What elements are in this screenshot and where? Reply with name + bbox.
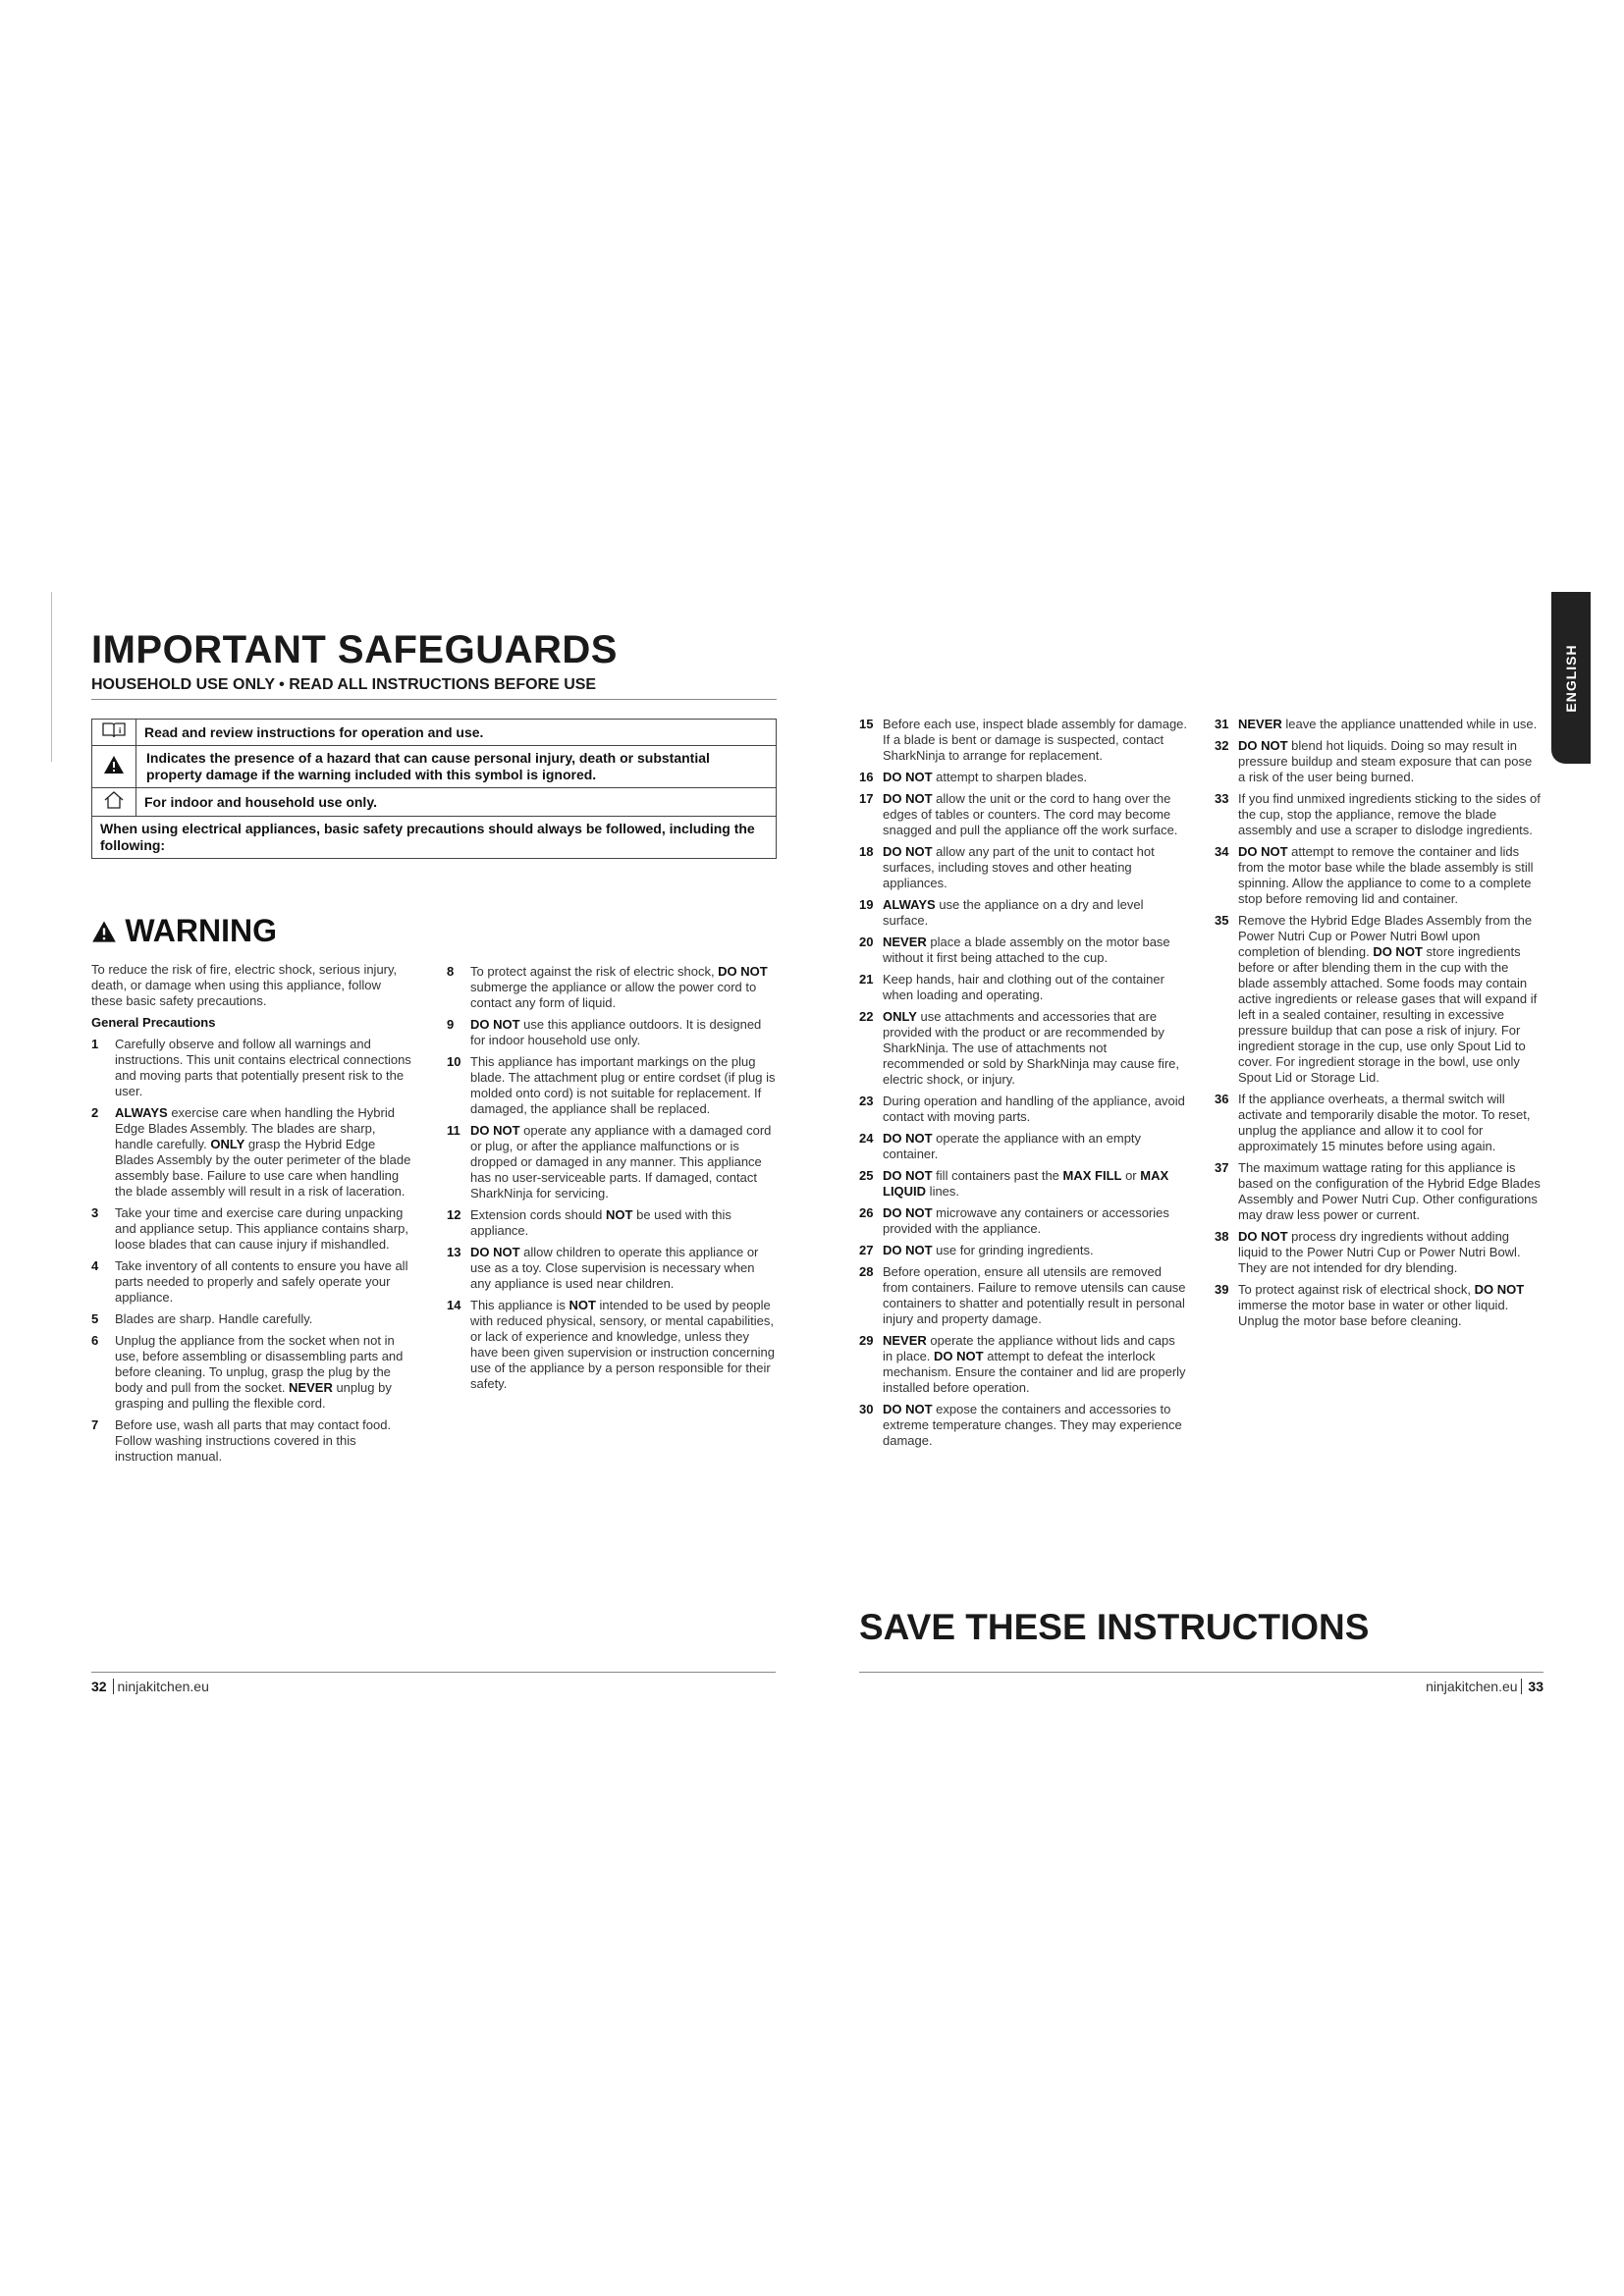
svg-text:i: i — [119, 726, 122, 735]
list-item: 2 ALWAYS exercise care when handling the Hybrid Edge Blades Assembly. The blades are sharp, handle carefully. ONLY grasp the Hybrid Edge Blades Assembly by the outer perimeter of the blade assembly base. Failure to use care when handling the blade assembly will result in a risk of laceration. — [91, 1105, 411, 1199]
list-item: 3 Take your time and exercise care during unpacking and appliance setup. This appliance contains sharp, loose blades that can cause injury if mishandled. — [91, 1205, 408, 1252]
list-item: 37 The maximum wattage rating for this appliance is based on the configuration of the Hybrid Edge Blades Assembly and Power Nutri Cup. Other configurations may draw less power or current. — [1215, 1160, 1541, 1222]
list-item: 22 ONLY use attachments and accessories that are provided with the product or are recommended by SharkNinja. The use of attachments not recommended or sold by SharkNinja may cause fire, electric shock, or injury. — [859, 1009, 1180, 1087]
column-2 — [447, 964, 776, 1398]
list-item: 25 DO NOT fill containers past the MAX FILL or MAX LIQUID lines. — [859, 1168, 1169, 1199]
symbol-text: Indicates the presence of a hazard that can cause personal injury, death or substantial property damage if the warning included with this symbol is ignored. — [136, 746, 777, 788]
list-item: 19 ALWAYS use the appliance on a dry and level surface. — [859, 897, 1144, 928]
footer-divider — [113, 1679, 114, 1694]
list-item: 29 NEVER operate the appliance without lids and caps in place. DO NOT attempt to defeat the interlock mechanism. Ensure the container and lid are properly installed before operation. — [859, 1333, 1186, 1395]
list-item: 35 Remove the Hybrid Edge Blades Assembly from the Power Nutri Cup or Power Nutri Bowl upon completion of blending. DO NOT store ingredients before or after blending them in the cup with the blade assembly attached. Some foods may contain active ingredients or release gases that will expand if left in a sealed container, resulting in excessive pressure buildup that can pose a risk of injury. For ingredient storage in the cup, use only Spout Lid to cover. For ingredient storage in the bowl, use only Spout Lid or Storage Lid. — [1215, 913, 1538, 1085]
footer-rule-left — [91, 1672, 776, 1673]
list-item: 5 Blades are sharp. Handle carefully. — [91, 1311, 313, 1326]
general-precautions-heading: General Precautions — [91, 1015, 216, 1030]
footer-divider — [1521, 1679, 1522, 1694]
list-item: 26 DO NOT microwave any containers or accessories provided with the appliance. — [859, 1205, 1169, 1236]
symbol-row — [92, 720, 777, 746]
column-3 — [859, 717, 1188, 1455]
column-1 — [91, 962, 415, 1470]
column-4 — [1215, 717, 1542, 1335]
list-item: 33 If you find unmixed ingredients sticking to the sides of the cup, stop the appliance, remove the blade assembly and use a scraper to dislodge ingredients. — [1215, 791, 1541, 837]
list-item: 15 Before each use, inspect blade assembly for damage. If a blade is bent or damage is suspected, contact SharkNinja to arrange for replacement. — [859, 717, 1188, 763]
list-item: 27 DO NOT use for grinding ingredients. — [859, 1243, 1094, 1257]
list-item: 39 To protect against risk of electrical shock, DO NOT immerse the motor base in water or other liquid. Unplug the motor base before cleaning. — [1215, 1282, 1525, 1328]
save-instructions-heading: SAVE THESE INSTRUCTIONS — [859, 1607, 1370, 1647]
list-item: 34 DO NOT attempt to remove the container and lids from the motor base while the blade assembly is still spinning. Allow the appliance to come to a complete stop before removing lid and container. — [1215, 844, 1534, 906]
warning-intro: To reduce the risk of fire, electric shock, serious injury, death, or damage when using this appliance, follow these basic safety precautions. — [91, 962, 398, 1008]
list-item: 18 DO NOT allow any part of the unit to contact hot surfaces, including stoves and other heating appliances. — [859, 844, 1155, 890]
list-item: 13 DO NOT allow children to operate this appliance or use as a toy. Close supervision is necessary when any appliance is used near children. — [447, 1245, 759, 1291]
symbol-text: For indoor and household use only. — [136, 788, 777, 817]
list-item: 31 NEVER leave the appliance unattended while in use. — [1215, 717, 1538, 731]
list-item: 12 Extension cords should NOT be used with this appliance. — [447, 1207, 731, 1238]
warning-triangle-icon — [92, 746, 136, 788]
footer-site-left: ninjakitchen.eu — [117, 1679, 209, 1694]
list-item: 21 Keep hands, hair and clothing out of the container when loading and operating. — [859, 972, 1164, 1002]
list-item: 14 This appliance is NOT intended to be used by people with reduced physical, sensory, or mental capabilities, or lack of experience and knowledge, unless they have been given supervision or instruction concerning use of the appliance by a person responsible for their safety. — [447, 1298, 776, 1391]
house-icon — [92, 788, 136, 817]
symbol-row — [92, 817, 777, 859]
page-number-right: 33 — [1528, 1679, 1543, 1694]
page-number-left: 32 — [91, 1679, 107, 1694]
footer-left — [91, 1679, 209, 1694]
list-item: 23 During operation and handling of the appliance, avoid contact with moving parts. — [859, 1094, 1185, 1124]
list-item: 7 Before use, wash all parts that may contact food. Follow washing instructions covered in this instruction manual. — [91, 1417, 392, 1464]
list-item: 17 DO NOT allow the unit or the cord to hang over the edges of tables or counters. The cord may become snagged and pull the appliance off the work surface. — [859, 791, 1178, 837]
list-item: 28 Before operation, ensure all utensils are removed from containers. Failure to remove utensils can cause containers to shatter and potentially result in personal injury and property damage. — [859, 1264, 1186, 1326]
page-edge-line — [51, 592, 52, 762]
warning-heading — [91, 913, 277, 949]
list-item: 11 DO NOT operate any appliance with a damaged cord or plug, or after the appliance malfunctions or is dropped or damaged in any manner. This appliance has no user-serviceable parts. If damaged, contact SharkNinja for servicing. — [447, 1123, 772, 1201]
list-item: 6 Unplug the appliance from the socket when not in use, before assembling or disassembling parts and before cleaning. To unplug, grasp the plug by the body and pull from the socket. NEVER unplug by grasping and pulling the flexible cord. — [91, 1333, 404, 1411]
language-tab: ENGLISH — [1551, 592, 1591, 764]
list-item: 38 DO NOT process dry ingredients without adding liquid to the Power Nutri Cup or Power Nutri Bowl. They are not intended for dry blending. — [1215, 1229, 1521, 1275]
list-item: 30 DO NOT expose the containers and accessories to extreme temperature changes. They may experience damage. — [859, 1402, 1182, 1448]
symbols-footer: When using electrical appliances, basic safety precautions should always be followed, including the following: — [92, 817, 777, 859]
list-item: 20 NEVER place a blade assembly on the motor base without it first being attached to the cup. — [859, 934, 1170, 965]
footer-right — [1426, 1679, 1543, 1694]
symbols-table — [91, 719, 777, 859]
symbol-row — [92, 746, 777, 788]
title-rule — [91, 699, 777, 700]
list-item: 24 DO NOT operate the appliance with an empty container. — [859, 1131, 1142, 1161]
warning-heading-text: WARNING — [125, 913, 277, 948]
list-item: 10 This appliance has important markings on the plug blade. The attachment plug or entire cordset (if plug is molded onto cord) is not suitable for replacement. If damaged, the appliance shall be replaced. — [447, 1054, 776, 1116]
list-item: 16 DO NOT attempt to sharpen blades. — [859, 770, 1088, 784]
list-item: 36 If the appliance overheats, a thermal switch will activate and temporarily disable the motor. To reset, unplug the appliance and allow it to cool for approximately 15 minutes before using again. — [1215, 1092, 1531, 1153]
symbol-text: Read and review instructions for operation and use. — [136, 720, 777, 746]
symbol-row — [92, 788, 777, 817]
page-subtitle: HOUSEHOLD USE ONLY • READ ALL INSTRUCTIONS BEFORE USE — [91, 676, 597, 693]
list-item: 4 Take inventory of all contents to ensure you have all parts needed to properly and safely operate your appliance. — [91, 1258, 408, 1305]
book-info-icon — [92, 720, 136, 746]
list-item: 32 DO NOT blend hot liquids. Doing so may result in pressure buildup and steam exposure that can pose a risk of the user being burned. — [1215, 738, 1533, 784]
list-item: 9 DO NOT use this appliance outdoors. It is designed for indoor household use only. — [447, 1017, 762, 1047]
footer-rule-right — [859, 1672, 1543, 1673]
list-item: 1 Carefully observe and follow all warnings and instructions. This unit contains electrical connections and moving parts that potentially present risk to the user. — [91, 1037, 411, 1098]
footer-site-right: ninjakitchen.eu — [1426, 1679, 1518, 1694]
page-title: IMPORTANT SAFEGUARDS — [91, 628, 618, 671]
list-item: 8 To protect against the risk of electric shock, DO NOT submerge the appliance or allow the power cord to contact any form of liquid. — [447, 964, 768, 1010]
warning-triangle-icon — [91, 916, 125, 948]
